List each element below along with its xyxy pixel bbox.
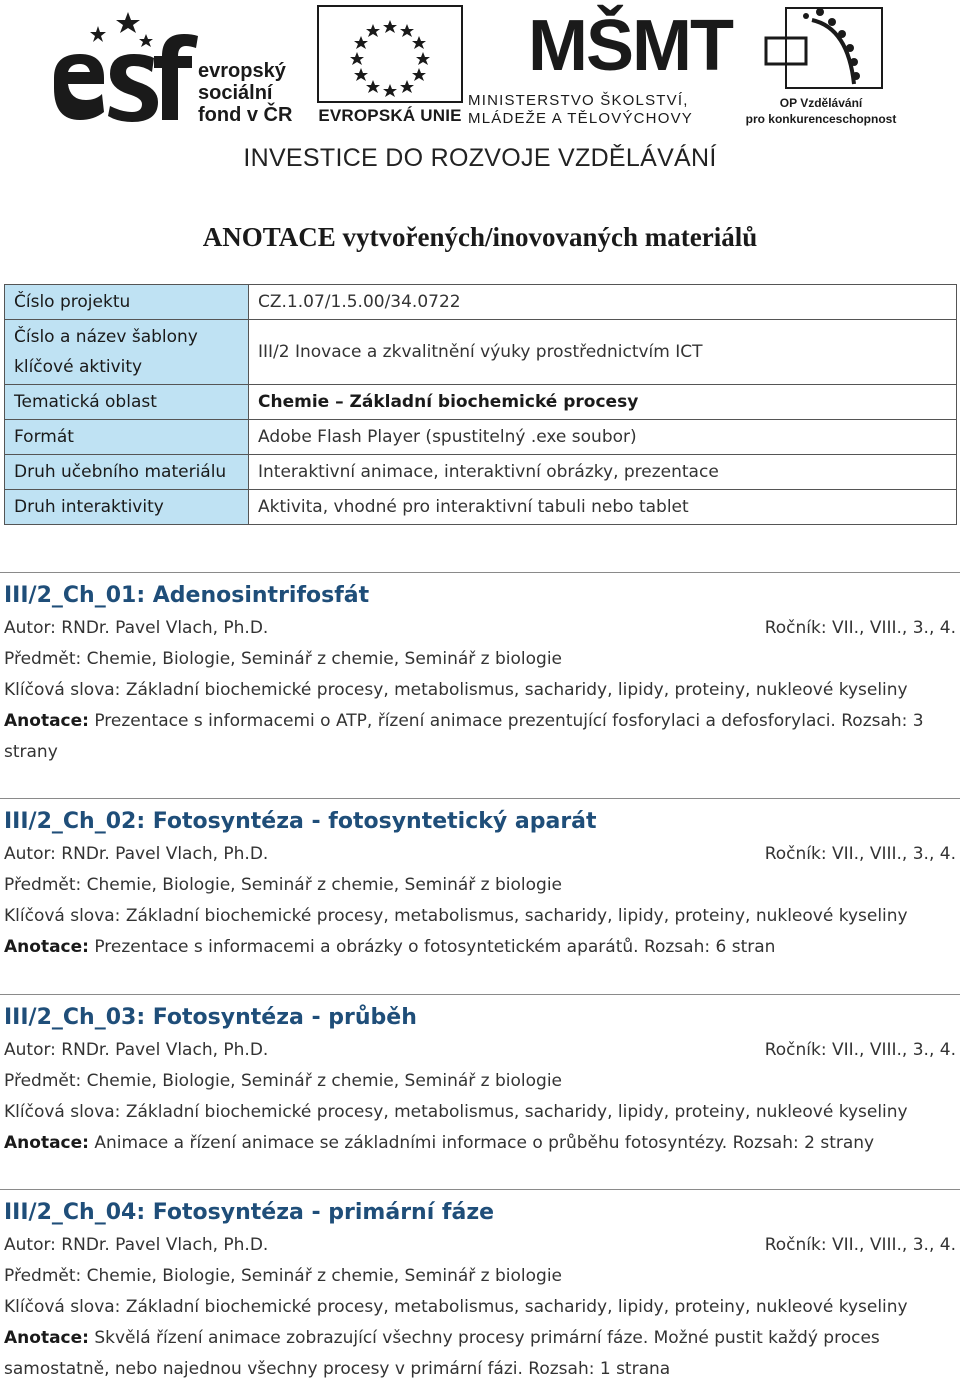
op-logo bbox=[726, 4, 916, 129]
esf-line-3: fond v ČR bbox=[198, 104, 293, 126]
table-row bbox=[5, 490, 957, 525]
msmt-logo bbox=[468, 4, 732, 129]
esf-line-1: evropský bbox=[198, 60, 286, 82]
entry-subject: Předmět: Chemie, Biologie, Seminář z chemie, Seminář z biologie bbox=[4, 1071, 563, 1091]
entry-author-row bbox=[0, 613, 960, 644]
logo-band bbox=[0, 0, 960, 220]
entry-annotation bbox=[0, 1323, 960, 1380]
msmt-line-1: MINISTERSTVO ŠKOLSTVÍ, bbox=[468, 92, 689, 109]
row-value: III/2 Inovace a zkvalitnění výuky prostřednictvím ICT bbox=[249, 320, 957, 385]
entry-author-row bbox=[0, 1230, 960, 1261]
esf-text bbox=[198, 60, 292, 126]
annotation-text: Animace a řízení animace se základními informace o průběhu fotosyntézy. Rozsah: 2 strany bbox=[94, 1133, 875, 1153]
entry-grade: Ročník: VII., VIII., 3., 4. bbox=[764, 1235, 956, 1255]
material-entry bbox=[0, 572, 960, 768]
table-row bbox=[5, 285, 957, 320]
op-line-1: OP Vzdělávání bbox=[779, 96, 863, 110]
entry-author-row bbox=[0, 1035, 960, 1066]
eu-label: EVROPSKÁ UNIE bbox=[318, 106, 462, 125]
entry-code: III/2_Ch_02: Fotosyntéza - fotosyntetický aparát bbox=[4, 809, 597, 834]
msmt-mark: MŠMT bbox=[528, 6, 732, 86]
entry-subject: Předmět: Chemie, Biologie, Seminář z chemie, Seminář z biologie bbox=[4, 649, 563, 669]
table-row bbox=[5, 320, 957, 385]
entry-annotation bbox=[0, 706, 960, 768]
entry-annotation bbox=[0, 1128, 960, 1159]
eu-logo bbox=[310, 4, 470, 129]
esf-logo bbox=[50, 8, 310, 128]
entry-keywords: Klíčová slova: Základní biochemické procesy, metabolismus, sacharidy, lipidy, proteiny, nukleové kyseliny bbox=[4, 1102, 908, 1122]
annotation-text: Skvělá řízení animace zobrazující všechny procesy primární fáze. Možné pustit každý proces samostatně, nebo najednou všechny procesy v primární fázi. Rozsah: 1 strana bbox=[4, 1328, 880, 1379]
row-value: Interaktivní animace, interaktivní obrázky, prezentace bbox=[249, 455, 957, 490]
entry-author-row bbox=[0, 839, 960, 870]
annotation-label: Anotace: bbox=[4, 937, 89, 957]
row-key: Číslo projektu bbox=[5, 285, 249, 320]
entry-author: Autor: RNDr. Pavel Vlach, Ph.D. bbox=[4, 844, 269, 864]
table-row bbox=[5, 385, 957, 420]
entry-subject: Předmět: Chemie, Biologie, Seminář z chemie, Seminář z biologie bbox=[4, 1266, 563, 1286]
entry-author: Autor: RNDr. Pavel Vlach, Ph.D. bbox=[4, 1040, 269, 1060]
annotation-label: Anotace: bbox=[4, 1328, 89, 1348]
entry-grade: Ročník: VII., VIII., 3., 4. bbox=[764, 618, 956, 638]
entry-grade: Ročník: VII., VIII., 3., 4. bbox=[764, 844, 956, 864]
row-key: Číslo a název šablony klíčové aktivity bbox=[5, 320, 249, 385]
entry-author: Autor: RNDr. Pavel Vlach, Ph.D. bbox=[4, 618, 269, 638]
esf-line-2: sociální bbox=[198, 82, 273, 104]
material-entry bbox=[0, 1189, 960, 1380]
row-key: Druh interaktivity bbox=[5, 490, 249, 525]
msmt-line-2: MLÁDEŽE A TĚLOVÝCHOVY bbox=[468, 110, 693, 127]
material-entry bbox=[0, 994, 960, 1159]
row-value: Chemie – Základní biochemické procesy bbox=[249, 385, 957, 420]
row-key: Druh učebního materiálu bbox=[5, 455, 249, 490]
row-value: Aktivita, vhodné pro interaktivní tabuli nebo tablet bbox=[249, 490, 957, 525]
entry-keywords: Klíčová slova: Základní biochemické procesy, metabolismus, sacharidy, lipidy, proteiny, nukleové kyseliny bbox=[4, 906, 908, 926]
entry-code: III/2_Ch_03: Fotosyntéza - průběh bbox=[4, 1005, 417, 1030]
project-info-table bbox=[4, 284, 957, 525]
entry-keywords: Klíčová slova: Základní biochemické procesy, metabolismus, sacharidy, lipidy, proteiny, nukleové kyseliny bbox=[4, 1297, 908, 1317]
annotation-text: Prezentace s informacemi o ATP, řízení animace prezentující fosforylaci a defosforylaci. Rozsah: 3 strany bbox=[4, 711, 924, 762]
material-entry bbox=[0, 798, 960, 963]
entry-subject: Předmět: Chemie, Biologie, Seminář z chemie, Seminář z biologie bbox=[4, 875, 563, 895]
entry-keywords: Klíčová slova: Základní biochemické procesy, metabolismus, sacharidy, lipidy, proteiny, nukleové kyseliny bbox=[4, 680, 908, 700]
entry-author: Autor: RNDr. Pavel Vlach, Ph.D. bbox=[4, 1235, 269, 1255]
row-value: CZ.1.07/1.5.00/34.0722 bbox=[249, 285, 957, 320]
entry-code: III/2_Ch_01: Adenosintrifosfát bbox=[4, 583, 370, 608]
op-mark-icon bbox=[758, 4, 888, 92]
row-value: Adobe Flash Player (spustitelný .exe soubor) bbox=[249, 420, 957, 455]
eu-flag-icon bbox=[310, 4, 470, 104]
slogan: INVESTICE DO ROZVOJE VZDĚLÁVÁNÍ bbox=[243, 144, 717, 172]
annotation-label: Anotace: bbox=[4, 1133, 89, 1153]
esf-mark-icon bbox=[50, 8, 200, 128]
annotation-text: Prezentace s informacemi a obrázky o fotosyntetickém aparátů. Rozsah: 6 stran bbox=[94, 937, 776, 957]
document-title: ANOTACE vytvořených/inovovaných materiálů bbox=[202, 222, 758, 252]
table-row bbox=[5, 455, 957, 490]
op-line-2: pro konkurenceschopnost bbox=[745, 112, 897, 126]
entry-code: III/2_Ch_04: Fotosyntéza - primární fáze bbox=[4, 1200, 495, 1225]
table-row bbox=[5, 420, 957, 455]
entry-annotation bbox=[0, 932, 960, 963]
annotation-label: Anotace: bbox=[4, 711, 89, 731]
row-key: Formát bbox=[5, 420, 249, 455]
row-key: Tematická oblast bbox=[5, 385, 249, 420]
entry-grade: Ročník: VII., VIII., 3., 4. bbox=[764, 1040, 956, 1060]
